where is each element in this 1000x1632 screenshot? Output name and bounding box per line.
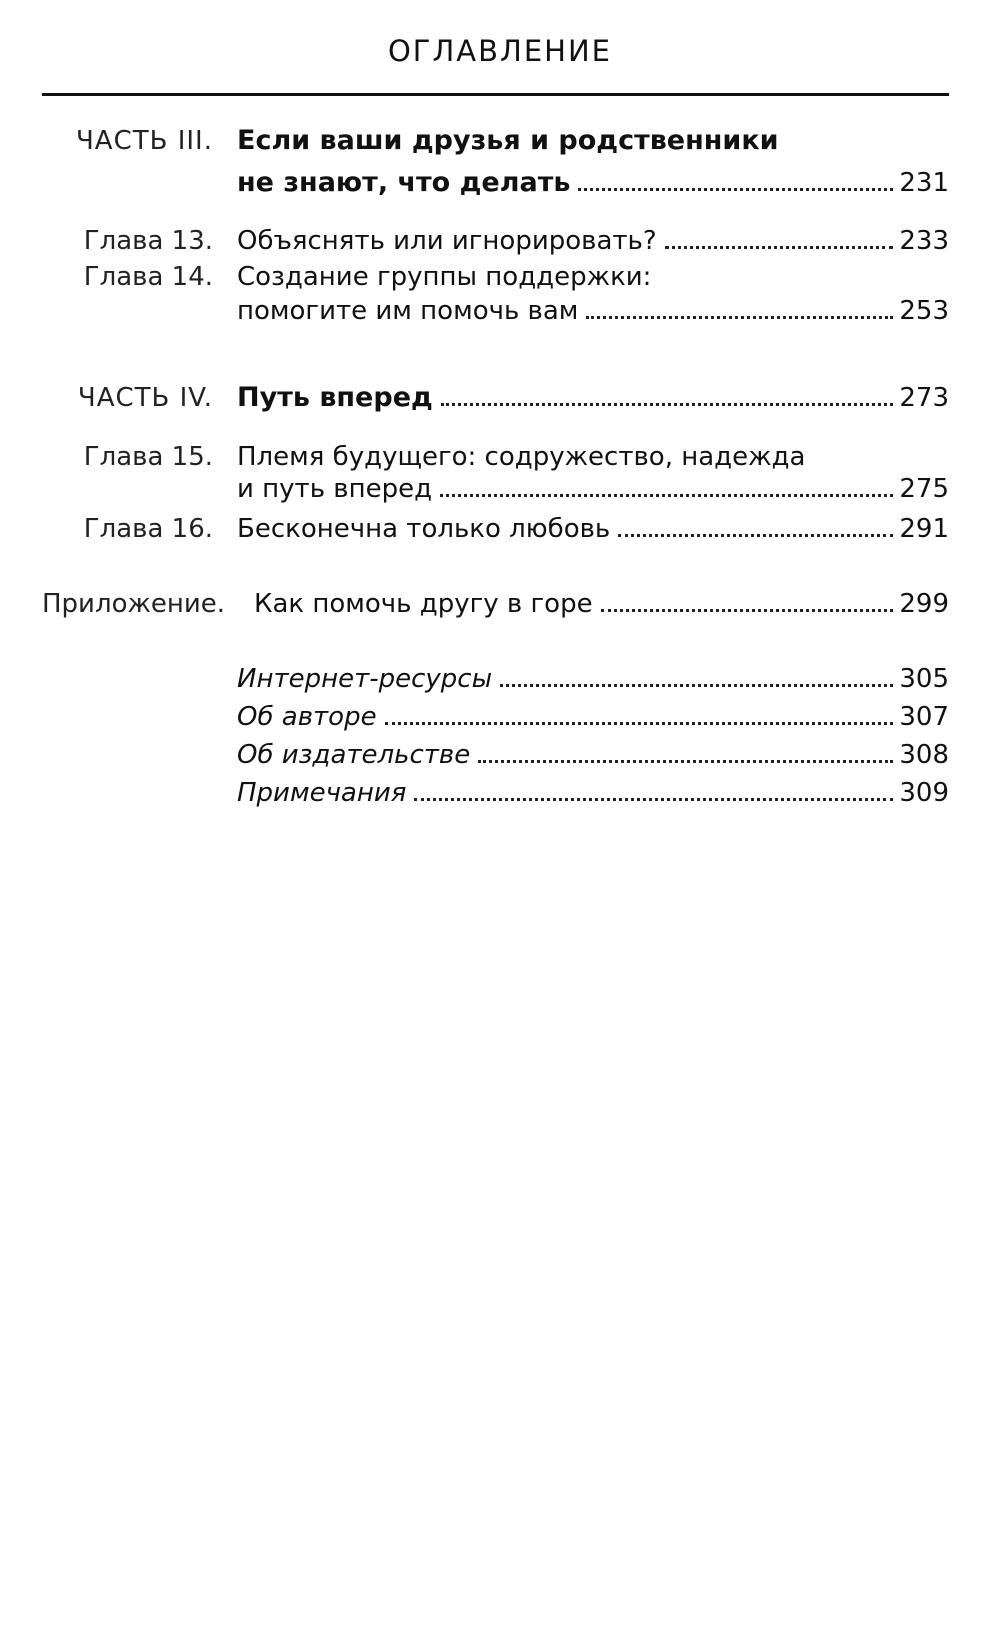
page-number: 275 <box>899 474 949 504</box>
page-number: 233 <box>899 226 949 256</box>
chapter-title-line: помогите им помочь вам <box>237 296 579 326</box>
dot-leader <box>665 246 894 249</box>
page-number: 309 <box>899 778 949 808</box>
toc-entry-part-4[interactable] <box>0 378 1000 418</box>
page-number: 299 <box>899 589 949 619</box>
appendix-label: Приложение. <box>42 589 226 619</box>
toc-entry-chapter-14-cont[interactable] <box>0 291 1000 331</box>
header-rule <box>42 93 949 96</box>
page-number: 307 <box>899 702 949 732</box>
page-number: 253 <box>899 296 949 326</box>
toc-entry-chapter-15-cont[interactable] <box>0 469 1000 509</box>
part-title-line: Если ваши друзья и родственники <box>237 125 779 156</box>
toc-entry-back-matter[interactable] <box>0 735 1000 775</box>
running-head: ОГЛАВЛЕНИЕ <box>387 34 612 68</box>
dot-leader <box>414 798 893 801</box>
chapter-title-line: Создание группы поддержки: <box>237 262 652 292</box>
toc-entry-back-matter[interactable] <box>0 773 1000 813</box>
toc-entry-back-matter[interactable] <box>0 659 1000 699</box>
appendix-title: Как помочь другу в горе <box>254 589 593 619</box>
back-matter-title: Об издательстве <box>237 740 471 770</box>
page-number: 305 <box>899 664 949 694</box>
dot-leader <box>618 534 893 537</box>
chapter-title-line: и путь вперед <box>237 474 433 504</box>
dot-leader <box>601 609 894 612</box>
page-number: 291 <box>899 514 949 544</box>
chapter-label: Глава 15. <box>83 442 213 472</box>
chapter-title-line: Племя будущего: содружество, надежда <box>237 442 806 472</box>
chapter-label: Глава 14. <box>83 262 213 292</box>
part-title-line: не знают, что делать <box>237 167 571 198</box>
page-number: 308 <box>899 740 949 770</box>
page-number: 273 <box>899 383 949 413</box>
toc-entry-part-3-cont[interactable] <box>0 163 1000 203</box>
toc-entry-appendix[interactable] <box>0 584 1000 624</box>
part-label: ЧАСТЬ III. <box>75 126 213 156</box>
dot-leader <box>385 722 894 725</box>
back-matter-title: Интернет-ресурсы <box>237 664 493 694</box>
dot-leader <box>500 684 893 687</box>
part-label: ЧАСТЬ IV. <box>77 383 213 413</box>
back-matter-title: Примечания <box>237 778 407 808</box>
chapter-title: Объяснять или игнорировать? <box>237 226 657 256</box>
toc-entry-chapter-13[interactable] <box>0 221 1000 261</box>
dot-leader <box>586 316 893 319</box>
chapter-title: Бесконечна только любовь <box>237 514 611 544</box>
dot-leader <box>578 188 893 191</box>
toc-entry-back-matter[interactable] <box>0 697 1000 737</box>
dot-leader <box>441 403 894 406</box>
chapter-label: Глава 16. <box>83 514 213 544</box>
dot-leader <box>440 494 893 497</box>
dot-leader <box>478 760 893 763</box>
back-matter-title: Об авторе <box>237 702 377 732</box>
part-title: Путь вперед <box>237 382 433 413</box>
page-number: 231 <box>899 168 949 198</box>
chapter-label: Глава 13. <box>83 226 213 256</box>
toc-entry-chapter-16[interactable] <box>0 509 1000 549</box>
toc-entry-part-3[interactable] <box>0 121 1000 161</box>
